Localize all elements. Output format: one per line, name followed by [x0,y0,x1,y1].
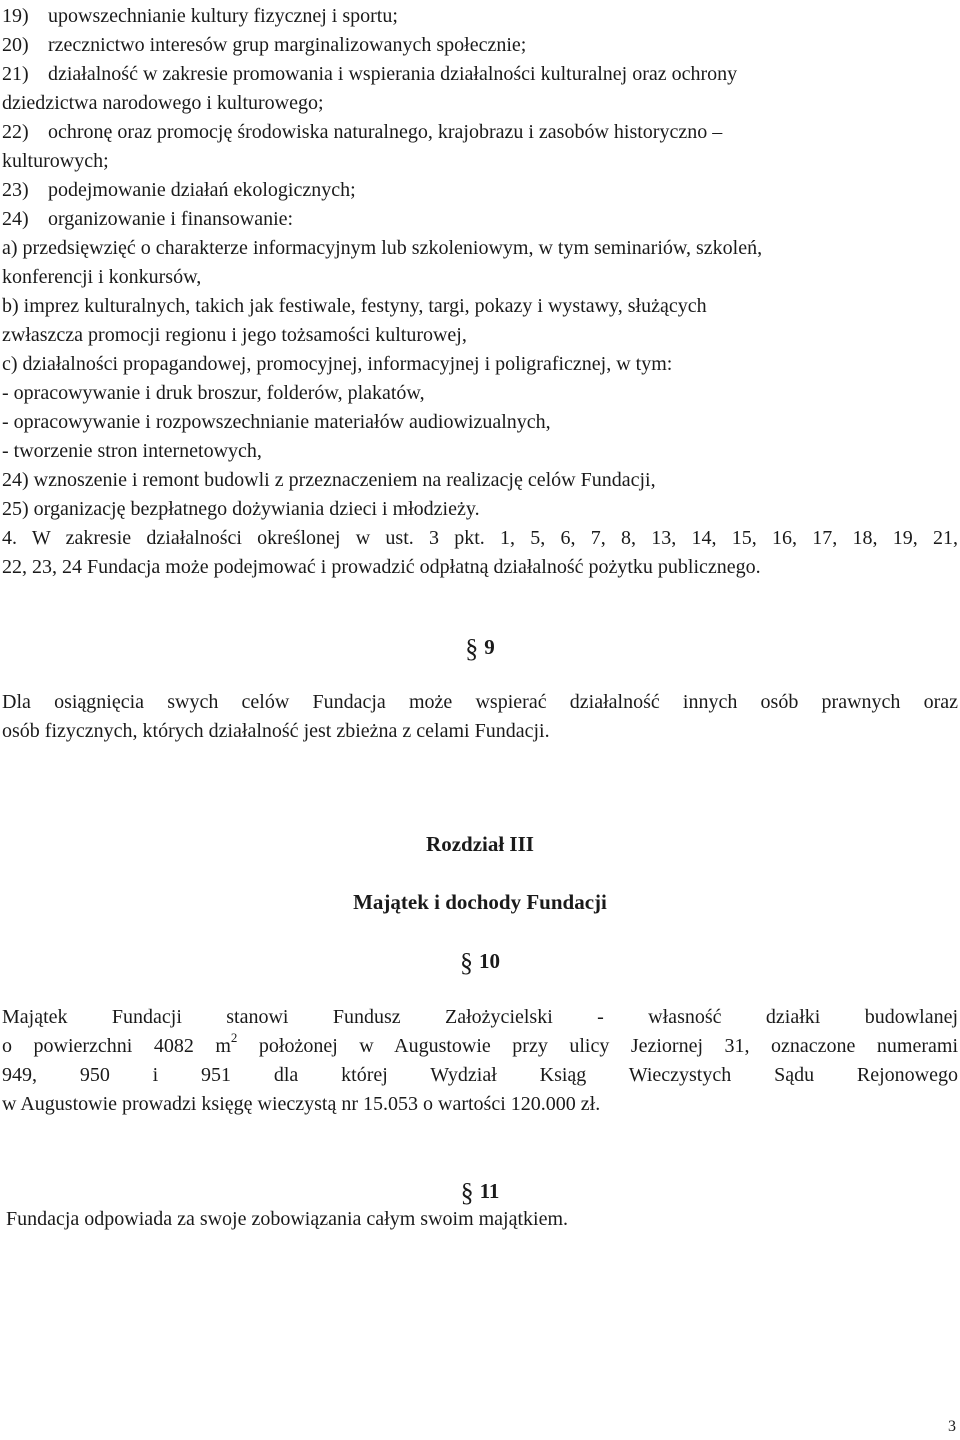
text-line: - tworzenie stron internetowych, [2,440,262,462]
list-item: 21) działalność w zakresie promowania i wspierania działalności kulturalnej oraz ochrony [2,63,738,85]
list-item: 20) rzecznictwo interesów grup marginalizowanych społecznie; [2,34,527,56]
text-line: konferencji i konkursów, [2,266,202,288]
section-heading-11: § 11 [460,1178,500,1207]
text-line: c) działalności propagandowej, promocyjnej, informacyjnej i poligraficznej, w tym: [2,353,673,375]
section-sign: § [460,1178,474,1207]
text-line: Dla osiągnięcia swych celów Fundacja może wspierać działalność innych osób prawnych oraz [2,691,958,713]
text-line: 949, 950 i 951 dla której Wydział Ksiąg Wieczystych Sądu Rejonowego [2,1064,958,1086]
text-line: - opracowywanie i druk broszur, folderów, plakatów, [2,382,425,404]
text-line: 4. W zakresie działalności określonej w ust. 3 pkt. 1, 5, 6, 7, 8, 13, 14, 15, 16, 17, 18, 19, 21, [2,527,958,549]
list-item: 19) upowszechnianie kultury fizycznej i sportu; [2,5,398,27]
section-sign: § [460,948,473,977]
text-line: b) imprez kulturalnych, takich jak festiwale, festyny, targi, pokazy i wystawy, służących [2,295,707,317]
text-line: - opracowywanie i rozpowszechnianie materiałów audiowizualnych, [2,411,551,433]
chapter-subtitle: Majątek i dochody Fundacji [353,890,607,914]
section-sign: § [465,634,479,663]
text-line: 22, 23, 24 Fundacja może podejmować i prowadzić odpłatną działalność pożytku publicznego. [2,556,761,578]
list-item: 22) ochronę oraz promocję środowiska naturalnego, krajobrazu i zasobów historyczno – [2,121,723,143]
text-line: a) przedsięwzięć o charakterze informacyjnym lub szkoleniowym, w tym seminariów, szkoleń, [2,237,763,259]
text-line: Majątek Fundacji stanowi Fundusz Założycielski - własność działki budowlanej [2,1006,958,1028]
text-line: o powierzchni 4082 $m^2$ położonej w Augustowie przy ulicy Jeziornej 31, oznaczone numerami [2,1030,958,1057]
section-heading-9: § 9 [465,634,495,663]
text-line: 25) organizację bezpłatnego dożywiania dzieci i młodzieży. [2,498,480,520]
chapter-title: Rozdział III [426,832,534,856]
text-line: osób fizycznych, których działalność jest zbieżna z celami Fundacji. [2,720,550,742]
text-line: w Augustowie prowadzi księgę wieczystą nr 15.053 o wartości 120.000 zł. [2,1093,601,1115]
list-item: 23) podejmowanie działań ekologicznych; [2,179,356,201]
text-line: 24) wznoszenie i remont budowli z przeznaczeniem na realizację celów Fundacji, [2,469,656,491]
page-number: 3 [948,1418,956,1435]
text-line: kulturowych; [2,150,109,172]
superscript: 2 [230,1030,238,1046]
section-heading-10: § 10 [460,948,500,977]
text-line: zwłaszcza promocji regionu i jego tożsamości kulturowej, [2,324,467,346]
text-line: Fundacja odpowiada za swoje zobowiązania całym swoim majątkiem. [6,1208,569,1230]
list-item: 24) organizowanie i finansowanie: [2,208,294,230]
text-line: dziedzictwa narodowego i kulturowego; [2,92,324,114]
